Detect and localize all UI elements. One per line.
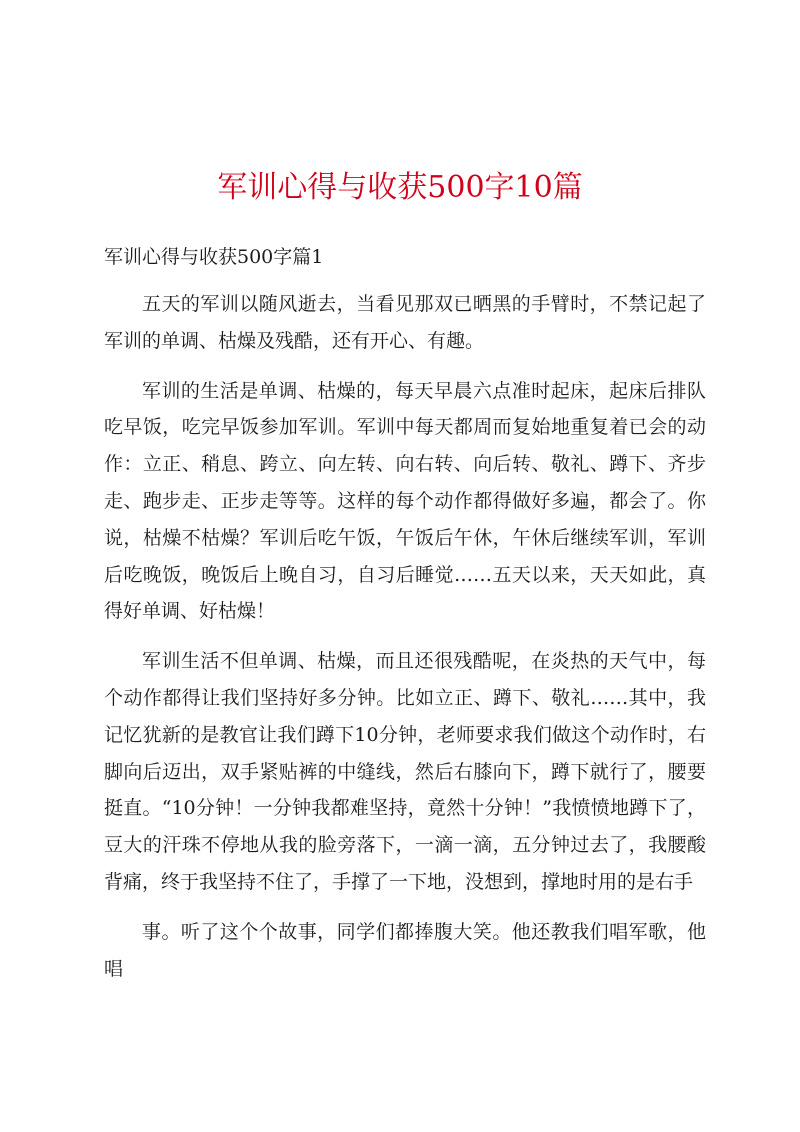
section-heading: 军训心得与收获500字篇1: [104, 246, 324, 268]
paragraph: 军训的生活是单调、枯燥的，每天早晨六点准时起床，起床后排队吃早饭，吃完早饭参加军训。军训中每天都周而复始地重复着已会的动作：立正、稍息、跨立、向左转、向右转、向后转、敬礼、蹲下、齐步走、跑步走、正步走等等。这样的每个动作都得做好多遍，都会了。你说，枯燥不枯燥？军训后吃午饭，午饭后午休，午休后继续军训，军训后吃晚饭，晚饭后上晚自习，自习后睡觉……五天以来，天天如此，真得好单调、好枯燥！: [104, 379, 706, 623]
document-title: 军训心得与收获500字10篇: [217, 170, 583, 205]
paragraph: 五天的军训以随风逝去，当看见那双已晒黑的手臂时，不禁记起了军训的单调、枯燥及残酷，还有开心、有趣。: [104, 293, 706, 352]
document-body: [104, 286, 706, 1000]
paragraph: 事。听了这个个故事，同学们都捧腹大笑。他还教我们唱军歌，他唱: [104, 920, 706, 980]
paragraph: 军训生活不但单调、枯燥，而且还很残酷呢，在炎热的天气中，每个动作都得让我们坚持好多分钟。比如立正、蹲下、敬礼……其中，我记忆犹新的是教官让我们蹲下10分钟，老师要求我们做这个动作时，右脚向后迈出，双手紧贴裤的中缝线，然后右膝向下，蹲下就行了，腰要挺直。“10分钟！一分钟我都难坚持，竟然十分钟！”我愤愤地蹲下了，豆大的汗珠不停地从我的脸旁落下，一滴一滴，五分钟过去了，我腰酸背痛，终于我坚持不住了，手撑了一下地，没想到，撑地时用的是右手: [104, 650, 706, 893]
